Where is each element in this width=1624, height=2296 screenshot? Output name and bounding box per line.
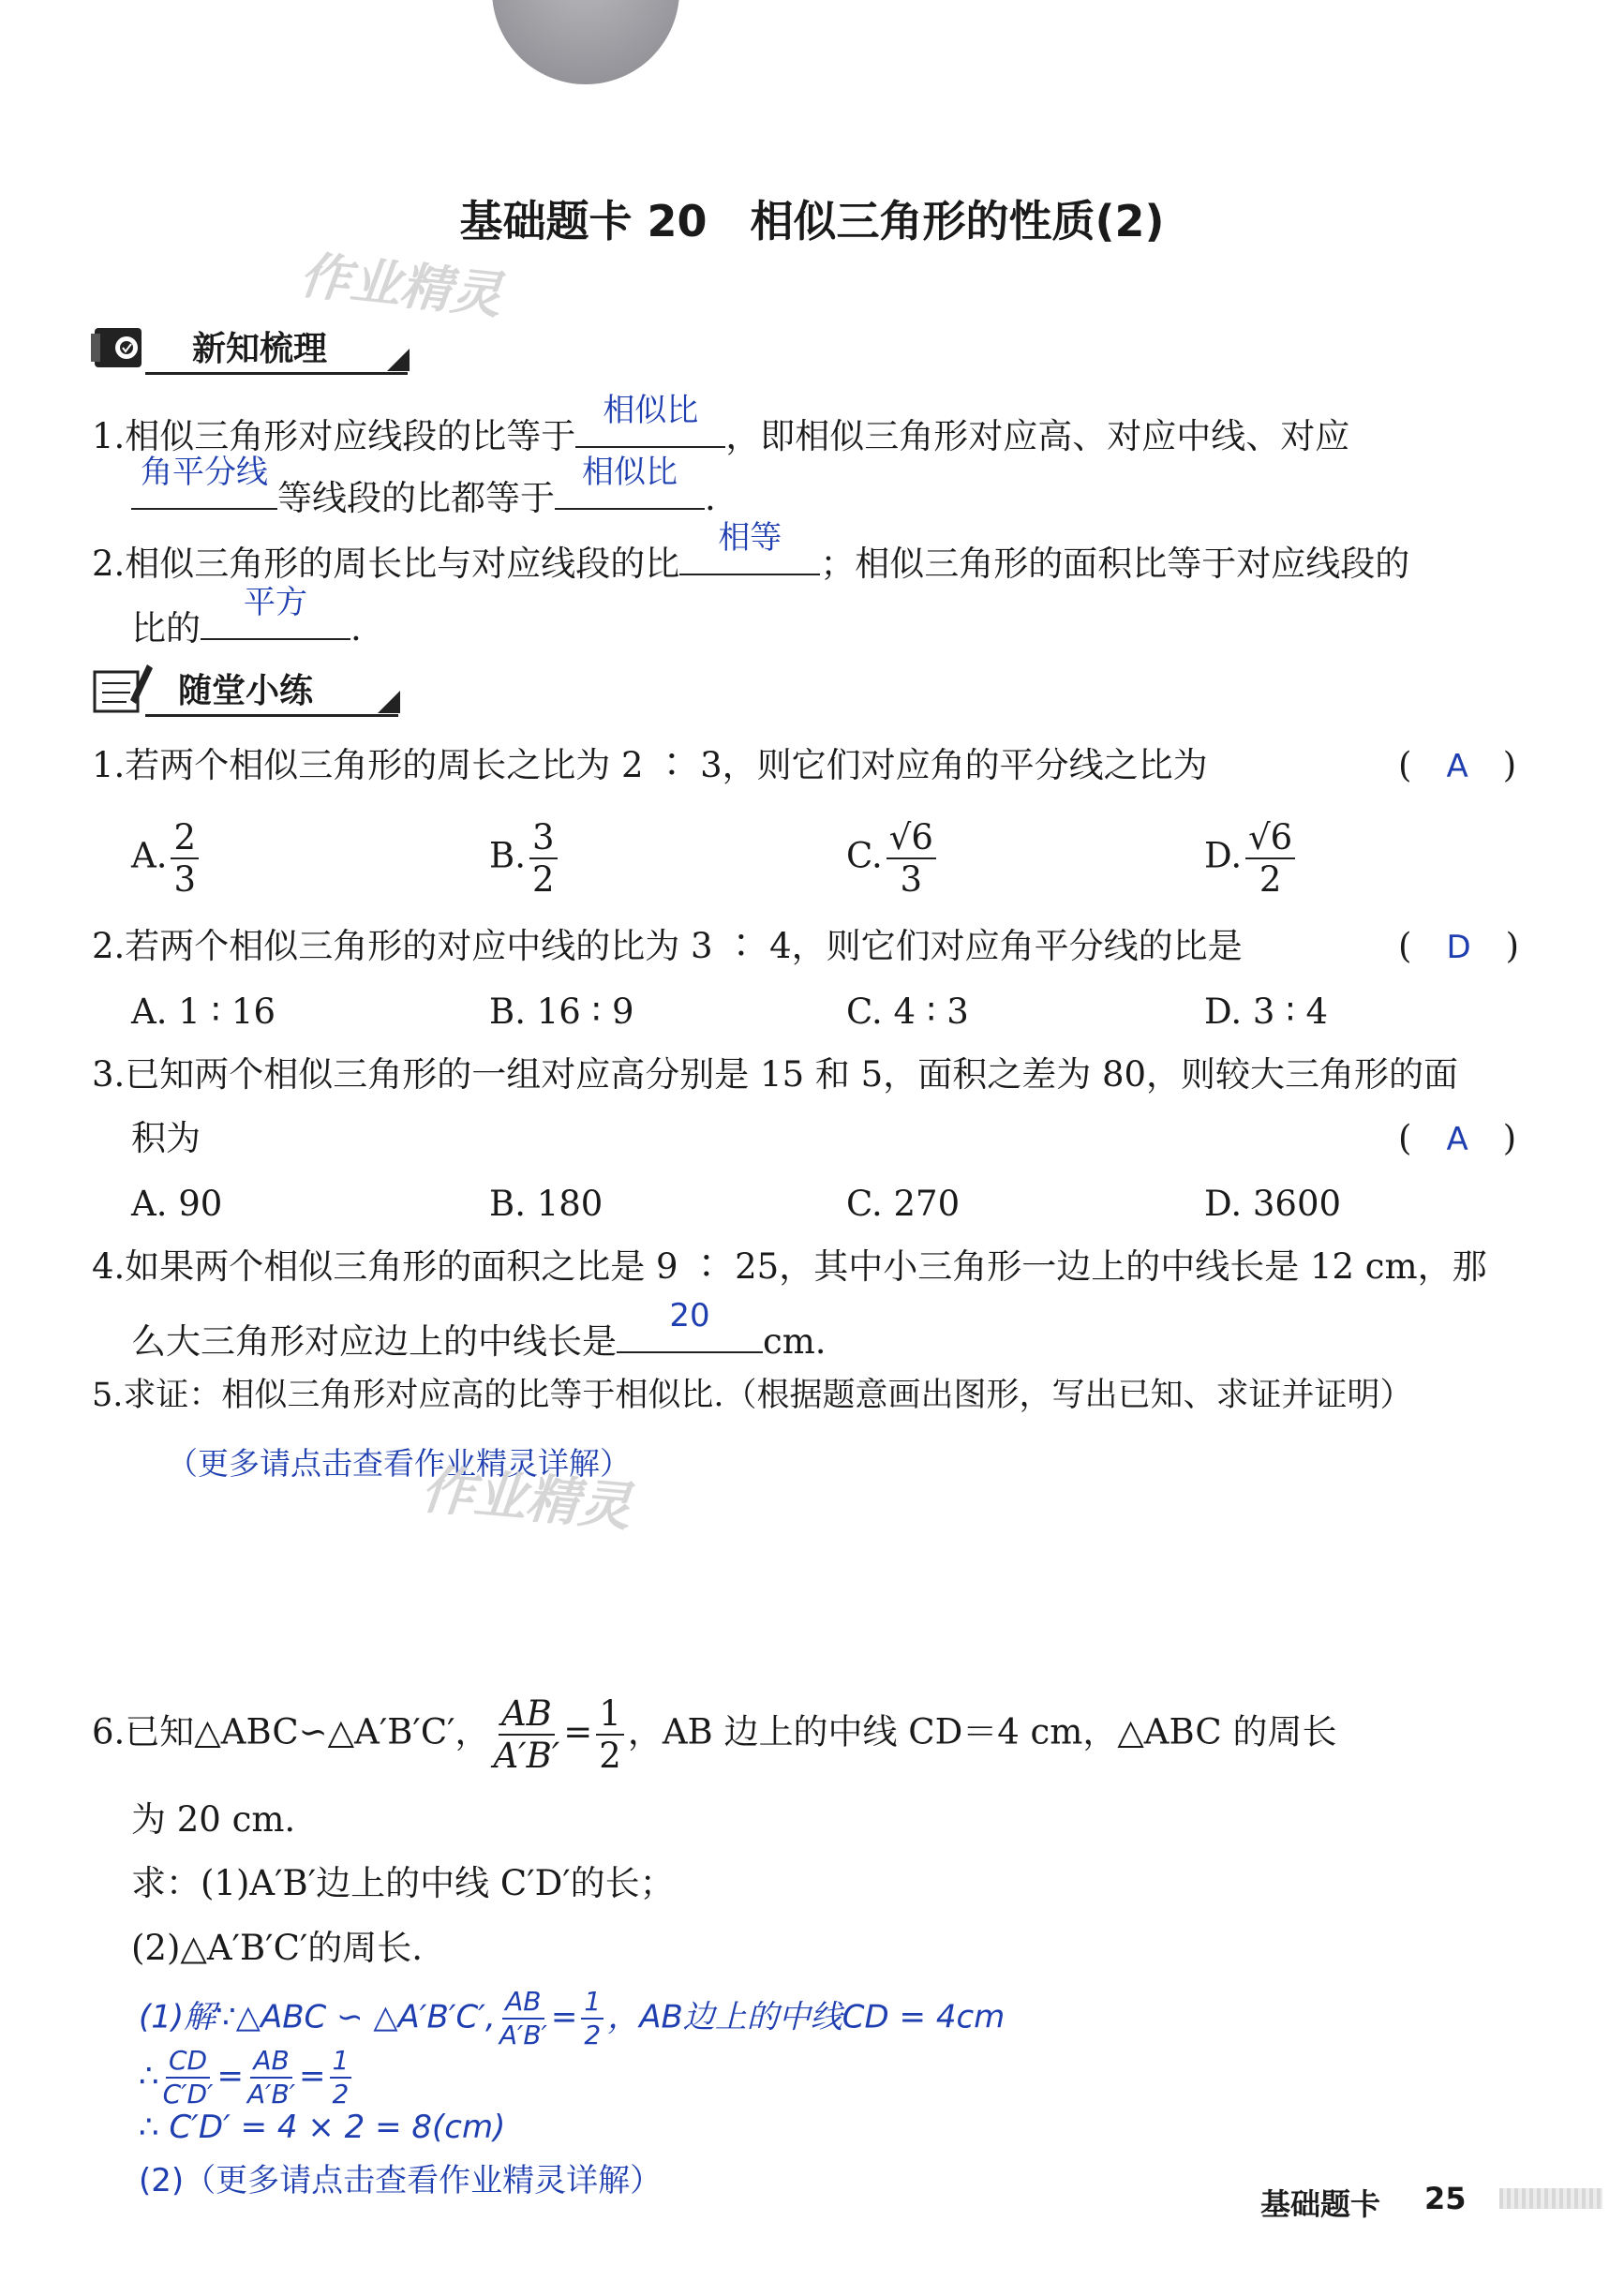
blank: [555, 454, 705, 510]
paren: ): [1468, 745, 1517, 785]
s2-q3-stem1: 3.已知两个相似三角形的一组对应高分别是 15 和 5，面积之差为 80，则较大三角形的面: [92, 1054, 1459, 1095]
numerator: 1: [330, 2048, 352, 2079]
denominator: 2: [1259, 859, 1282, 900]
s2-q2-answer: [1398, 926, 1519, 968]
blank: [679, 519, 820, 575]
numerator: 3: [529, 820, 558, 859]
text: 2.相似三角形的周长比与对应线段的比: [92, 544, 680, 584]
s2-q6-solution-link[interactable]: (2)（更多请点击查看作业精灵详解）: [139, 2162, 663, 2199]
equals: =: [563, 1711, 593, 1752]
s2-q2-option-c: C. 4 ∶ 3: [846, 991, 969, 1032]
text: 比的: [131, 608, 201, 649]
s2-q4-stem2: [131, 1297, 827, 1363]
s2-q3-answer: [1398, 1118, 1516, 1160]
answer: 相似比: [603, 392, 699, 429]
s2-q2-stem: 2.若两个相似三角形的对应中线的比为 3 ∶ 4，则它们对应角平分线的比是: [92, 926, 1243, 966]
fraction: [581, 1986, 603, 2050]
text: ；相似三角形的面积比等于对应线段的: [820, 544, 1410, 584]
s2-q3-option-d: D. 3600: [1204, 1184, 1342, 1224]
s2-q4-stem1: 4.如果两个相似三角形的面积之比是 9 ∶ 25，其中小三角形一边上的中线长是 12 cm，那: [92, 1246, 1487, 1287]
text: .: [705, 478, 716, 518]
blank: [617, 1297, 763, 1353]
text: .: [350, 608, 362, 649]
paren: (: [1398, 745, 1447, 785]
numerator: √6: [886, 820, 936, 859]
triangle-corner-icon: [383, 345, 411, 373]
section-label: 新知梳理: [192, 330, 328, 368]
denominator: 2: [531, 859, 555, 900]
text: 6.已知△ABC∽△A′B′C′，: [92, 1711, 490, 1752]
triangle-corner-icon: [374, 687, 402, 715]
fraction: [596, 1693, 624, 1776]
therefore: ∴: [139, 2057, 159, 2095]
answer: 角平分线: [141, 454, 268, 491]
watermark-2: 作业精灵: [419, 1459, 634, 1539]
s2-q6-solution-line2: [139, 2045, 355, 2110]
section-underline: [145, 372, 408, 375]
s2-q1-option-b: [489, 817, 561, 900]
denominator: 2: [584, 2020, 602, 2050]
s2-q1-answer: [1398, 745, 1516, 787]
s2-q6-ask2: (2)△A′B′C′的周长.: [131, 1928, 424, 1968]
s2-q6-solution-line1: [139, 1986, 1006, 2050]
s2-q3-stem2: 积为: [131, 1118, 201, 1158]
s2-q1-option-a: [131, 817, 202, 900]
paren: (: [1398, 926, 1447, 966]
fraction: [499, 1986, 547, 2050]
text: ，AB边上的中线CD = 4cm: [607, 1998, 1006, 2036]
equals: =: [299, 2057, 326, 2095]
text: ，即相似三角形对应高、对应中线、对应: [725, 416, 1350, 456]
text: ，AB 边上的中线 CD＝4 cm，△ABC 的周长: [627, 1711, 1337, 1752]
fraction: [171, 817, 199, 900]
paren: ): [1468, 1118, 1517, 1158]
s2-q1-stem: 1.若两个相似三角形的周长之比为 2 ∶ 3，则它们对应角的平分线之比为: [92, 745, 1208, 785]
paren: (: [1398, 1118, 1447, 1158]
option-letter: D.: [1204, 835, 1243, 876]
s2-q6-stem1: [92, 1693, 1337, 1776]
answer: 相等: [718, 519, 782, 557]
blank: [131, 454, 277, 510]
s2-q2-option-d: D. 3 ∶ 4: [1204, 991, 1329, 1032]
s2-q3-option-b: B. 180: [489, 1184, 603, 1224]
section-header-xinzhi: [89, 317, 408, 379]
section-header-suitang: [89, 659, 398, 721]
page-title: 基础题卡 20 相似三角形的性质(2): [459, 196, 1165, 246]
s2-q5-answer-link[interactable]: （更多请点击查看作业精灵详解）: [167, 1445, 631, 1482]
s1-q1-line2: [131, 454, 716, 519]
footer-label: 基础题卡: [1260, 2186, 1381, 2222]
numerator: AB: [499, 1696, 555, 1736]
answer: 20: [669, 1297, 710, 1334]
text: cm.: [763, 1321, 827, 1362]
numerator: 1: [581, 1989, 603, 2020]
numerator: 2: [171, 820, 199, 859]
camera-icon: [89, 319, 155, 375]
notebook-pen-icon: [89, 659, 155, 717]
s2-q2-option-b: B. 16 ∶ 9: [489, 991, 634, 1032]
s1-q2-line1: [92, 519, 1410, 585]
fraction: [246, 2045, 296, 2110]
option-letter: B.: [489, 835, 526, 876]
denominator: 2: [599, 1736, 621, 1776]
numerator: √6: [1245, 820, 1295, 859]
numerator: 1: [596, 1696, 624, 1736]
answer: D: [1446, 929, 1471, 966]
fraction: [330, 2045, 352, 2110]
text: 1.相似三角形对应线段的比等于: [92, 416, 576, 456]
option-letter: A.: [131, 835, 168, 876]
denominator: 3: [900, 859, 923, 900]
text: 等线段的比都等于: [277, 478, 555, 518]
denominator: 3: [173, 859, 197, 900]
section-underline: [145, 714, 398, 717]
denominator: A′B′: [246, 2079, 296, 2110]
footer-decoration: [1499, 2188, 1602, 2209]
text: (1)解∵△ABC ∽ △A′B′C′,: [139, 1998, 496, 2036]
s2-q1-option-c: [846, 817, 940, 900]
page-number: 25: [1424, 2181, 1467, 2216]
option-letter: C.: [846, 835, 883, 876]
fraction: [1245, 817, 1295, 900]
s2-q2-option-a: A. 1 ∶ 16: [131, 991, 276, 1032]
s2-q6-stem2: 为 20 cm.: [131, 1799, 296, 1840]
answer: 相似比: [582, 454, 678, 491]
s1-q1-line1: [92, 392, 1350, 457]
answer: A: [1446, 748, 1468, 785]
numerator: AB: [250, 2048, 291, 2079]
fraction: [162, 2045, 214, 2110]
fraction: [886, 817, 936, 900]
s2-q3-option-a: A. 90: [131, 1184, 223, 1224]
top-decoration: [492, 0, 679, 84]
text: 么大三角形对应边上的中线长是: [131, 1321, 617, 1362]
fraction: [493, 1693, 560, 1776]
s2-q6-solution-line3: ∴ C′D′ = 4 × 2 = 8(cm): [139, 2109, 506, 2146]
answer: 平方: [244, 584, 307, 621]
s2-q6-ask1: 求：(1)A′B′边上的中线 C′D′的长；: [131, 1863, 675, 1903]
equals: =: [216, 2057, 244, 2095]
equals: =: [550, 1998, 578, 2036]
numerator: AB: [502, 1989, 544, 2020]
fraction: [529, 817, 558, 900]
s2-q5-stem: 5.求证：相似三角形对应高的比等于相似比.（根据题意画出图形，写出已知、求证并证明）: [92, 1377, 1413, 1414]
s2-q3-option-c: C. 270: [846, 1184, 961, 1224]
numerator: CD: [166, 2048, 210, 2079]
s1-q2-line2: [131, 584, 362, 649]
answer: A: [1446, 1121, 1468, 1158]
denominator: C′D′: [162, 2079, 214, 2110]
paren: ): [1470, 926, 1520, 966]
blank: [575, 392, 725, 448]
watermark: 作业精灵: [296, 245, 505, 326]
denominator: 2: [332, 2079, 350, 2110]
section-label: 随堂小练: [178, 672, 314, 710]
blank: [201, 584, 350, 640]
denominator: A′B′: [499, 2020, 547, 2050]
s2-q1-option-d: [1204, 817, 1299, 900]
denominator: A′B′: [493, 1736, 560, 1776]
